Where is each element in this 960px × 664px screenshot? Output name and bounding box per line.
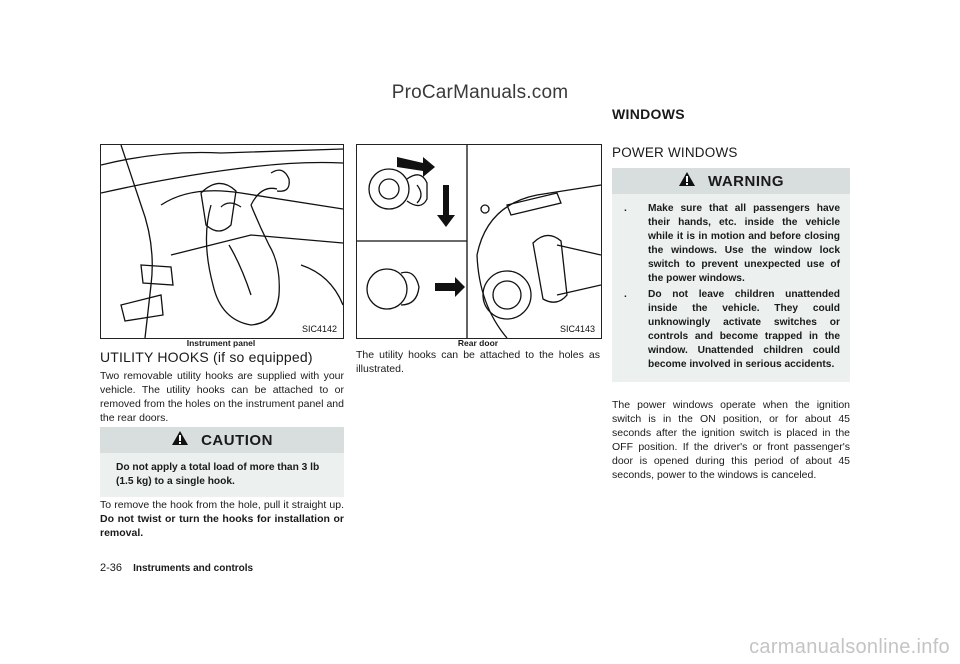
- caution-body: [100, 453, 344, 497]
- rear-door-figure: [356, 144, 602, 339]
- utility-hooks-heading: UTILITY HOOKS (if so equipped): [100, 349, 313, 365]
- figure-code: SIC4142: [301, 324, 337, 334]
- warning-item: [624, 202, 840, 286]
- hook-removal-warning: Do not twist or turn the hooks for installation or removal.: [100, 513, 344, 539]
- warning-item: [624, 288, 840, 372]
- figure-caption: Instrument panel: [186, 338, 256, 348]
- warning-header: [612, 168, 850, 194]
- section-header: WINDOWS: [612, 106, 685, 122]
- warning-icon: [678, 171, 696, 191]
- figure-code: SIC4143: [559, 324, 595, 334]
- warning-item-text: Do not leave children unattended inside the vehicle. They could unknowingly activate switches or controls and become trapped in the window. Unattended children could become involved in serious accidents.: [648, 289, 840, 370]
- caution-title: CAUTION: [201, 431, 273, 449]
- page-footer: [100, 562, 253, 574]
- hook-removal-paragraph: [100, 498, 344, 540]
- warning-bullet: .: [624, 203, 627, 214]
- warning-box: [612, 168, 850, 382]
- warning-list: [612, 194, 850, 382]
- warning-item-text: Make sure that all passengers have their hands, etc. inside the vehicle while it is in motion and before closing the windows. Use the window lock switch to prevent unexpected use of the power windows.: [648, 203, 840, 284]
- page-number: 2-36: [100, 562, 123, 574]
- caution-text: Do not apply a total load of more than 3 lb (1.5 kg) to a single hook.: [116, 462, 320, 487]
- rear-door-illustration: [357, 145, 601, 338]
- instrument-panel-illustration: [101, 145, 343, 338]
- caution-header: [100, 427, 344, 453]
- instrument-panel-figure: [100, 144, 344, 339]
- warning-bullet: .: [624, 289, 627, 300]
- watermark-bottom: carmanualsonline.info: [749, 636, 950, 658]
- caution-box: [100, 427, 344, 497]
- watermark-top: ProCarManuals.com: [391, 82, 569, 103]
- rear-door-text: The utility hooks can be attached to the holes as illustrated.: [356, 349, 600, 375]
- power-windows-text: The power windows operate when the ignition switch is in the ON position, or for about 45 seconds after the ignition switch is placed in the OFF position. If the driver's or front passenger's door is opened during this period of about 45 seconds, power to the windows is canceled.: [612, 399, 850, 481]
- warning-title: WARNING: [708, 172, 784, 190]
- chapter-title: Instruments and controls: [133, 563, 254, 574]
- hook-removal-text: To remove the hook from the hole, pull it straight up.: [100, 499, 344, 511]
- figure-caption: Rear door: [457, 338, 499, 348]
- utility-hooks-intro: Two removable utility hooks are supplied with your vehicle. The utility hooks can be attached to or removed from the holes on the instrument panel and the rear doors.: [100, 370, 344, 424]
- caution-icon: [171, 430, 189, 450]
- warning-body: [612, 194, 850, 382]
- power-windows-heading: POWER WINDOWS: [612, 145, 738, 160]
